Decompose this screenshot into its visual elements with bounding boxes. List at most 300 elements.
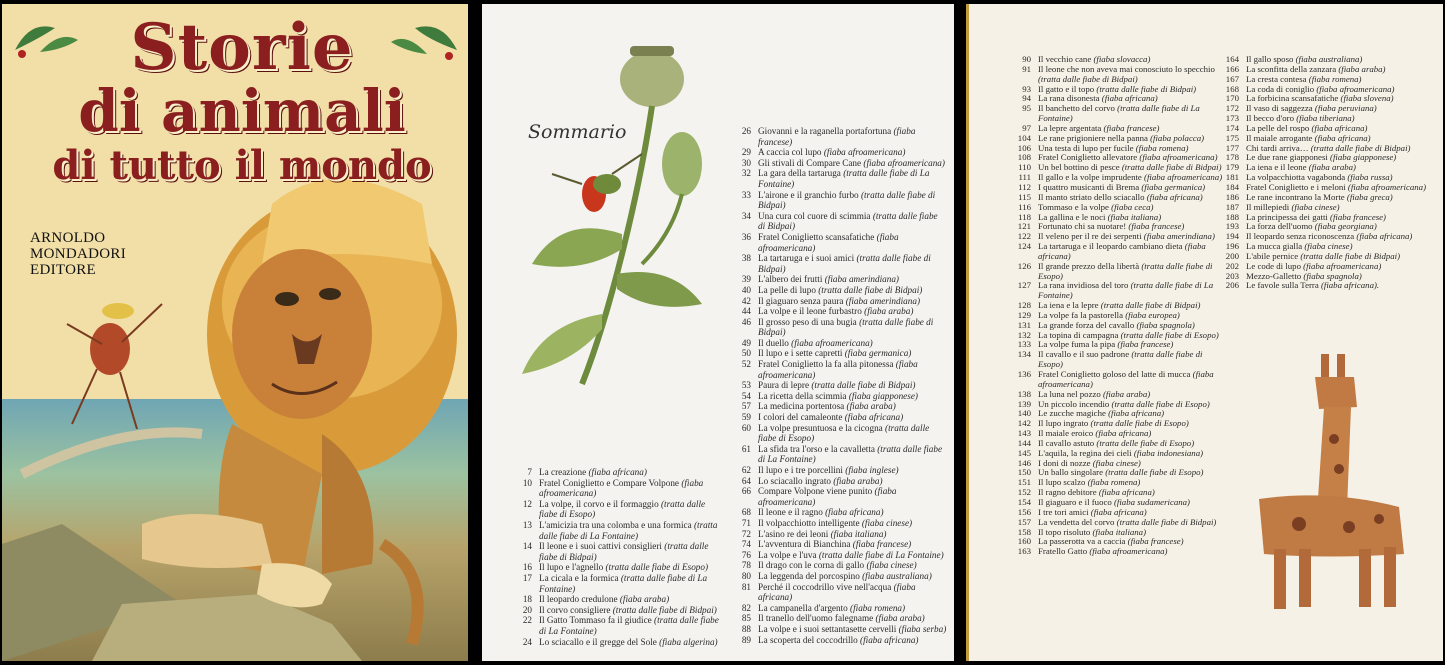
toc-page-number: 111	[1018, 172, 1031, 183]
toc-page-number: 158	[1017, 526, 1031, 537]
toc-page-number: 115	[1018, 191, 1031, 202]
toc-title: La vendetta del corvo	[1038, 516, 1115, 527]
toc-origin: (tratta dalle fiabe di La Fontaine)	[539, 572, 708, 594]
toc-origin: (fiaba algerina)	[659, 636, 718, 647]
toc-entry	[515, 520, 720, 541]
toc-title: La pelle del rospo	[1246, 122, 1310, 133]
toc-entry-text	[758, 380, 947, 391]
toc-entry	[734, 550, 947, 561]
toc-origin: (tratta dalle fiabe di Esopo)	[605, 562, 709, 573]
toc-title: Il corvo consigliere	[539, 604, 611, 615]
toc-origin: (fiaba afroamericana)	[758, 231, 899, 253]
toc-title: Il vecchio cane	[1038, 54, 1092, 64]
toc-entry-text	[1038, 350, 1226, 370]
toc-origin: (tratta dalle fiabe di Esopo)	[1105, 467, 1204, 478]
toc-entry-text	[758, 550, 947, 561]
toc-page-number: 206	[1225, 280, 1239, 291]
toc-origin: (tratta dalle fiabe di La Fontaine)	[539, 615, 719, 636]
toc-page-number: 54	[741, 390, 751, 401]
toc-page-number: 128	[1017, 300, 1031, 311]
toc-title: La luna nel pozzo	[1038, 388, 1101, 399]
toc-title: Il drago con le corna di gallo	[758, 560, 865, 571]
toc-entry	[515, 562, 720, 573]
toc-title: Il duello	[758, 337, 789, 348]
toc-origin: (tratta dalle fiabe di Esopo)	[1038, 260, 1213, 281]
toc-entry-text	[758, 507, 947, 518]
toc-entry	[734, 507, 947, 518]
toc-entry	[734, 401, 947, 412]
toc-title: Il millepiedi	[1246, 201, 1290, 212]
toc-page-number: 138	[1017, 388, 1031, 399]
toc-page-number: 81	[741, 581, 751, 592]
toc-page-number: 116	[1018, 201, 1031, 212]
toc-origin: (fiaba africana)	[758, 581, 916, 603]
toc-origin: (fiaba cinese)	[1304, 241, 1353, 252]
toc-page-number: 76	[741, 549, 751, 560]
plant-illustration	[522, 34, 722, 394]
toc-entry-text	[758, 603, 947, 614]
toc-origin: (fiaba polacca)	[1150, 132, 1205, 143]
toc-page-number: 145	[1017, 447, 1031, 458]
toc-origin: (tratta dalle fiabe di Esopo)	[539, 498, 706, 520]
toc-page-number: 172	[1225, 103, 1239, 114]
giraffe-illustration	[1239, 349, 1414, 614]
toc-entry	[734, 168, 947, 189]
toc-entry	[734, 317, 947, 338]
toc-title: Giovanni e la raganella portafortuna	[758, 126, 892, 136]
toc-origin: (fiaba afroamericana)	[1139, 152, 1218, 163]
toc-origin: (tratta dalle fiabe di Esopo)	[1111, 398, 1210, 409]
toc-title: Fratello Gatto	[1038, 546, 1088, 557]
toc-title: Il vaso di saggezza	[1246, 103, 1313, 114]
toc-origin: (fiaba greca)	[1346, 191, 1393, 202]
toc-entry	[515, 594, 720, 605]
toc-page-number: 72	[741, 528, 751, 539]
toc-origin: (fiaba romena)	[1308, 73, 1362, 84]
toc-origin: (fiaba indonesiana)	[1133, 447, 1204, 458]
toc-entry	[734, 126, 947, 147]
toc-page-number: 164	[1225, 54, 1239, 64]
toc-entry-text	[1038, 281, 1226, 301]
toc-origin: (fiaba romena)	[850, 602, 906, 613]
toc-origin: (fiaba africana)	[588, 467, 647, 477]
toc-title: Il leone e i suoi cattivi consiglieri	[539, 541, 662, 552]
toc-entry-text	[758, 158, 947, 169]
toc-entry	[734, 476, 947, 487]
toc-origin: (fiaba amerindiana)	[845, 295, 921, 306]
toc-page-number: 44	[741, 306, 751, 317]
toc-entry	[734, 444, 947, 465]
toc-origin: (fiaba inglese)	[845, 465, 899, 475]
toc-entry-text	[758, 582, 947, 603]
toc-page-number: 186	[1225, 191, 1239, 202]
toc-page-number: 88	[741, 623, 751, 634]
toc-origin: (fiaba francese)	[1117, 339, 1174, 350]
toc-page-number: 154	[1017, 496, 1031, 507]
toc-entry	[734, 412, 947, 423]
toc-title: La iena e la lepre	[1038, 300, 1099, 311]
toc-entry	[734, 571, 947, 582]
toc-entry	[734, 211, 947, 232]
toc-title: La volpacchiotta vagabonda	[1246, 172, 1346, 183]
toc-origin: (tratta dalle fiabe di Bidpai)	[1096, 83, 1197, 94]
toc-origin: (fiaba cinese)	[1092, 457, 1141, 468]
cover-title-line-2: di animali	[78, 77, 406, 145]
toc-origin: (fiaba francese)	[852, 539, 912, 550]
toc-entry-text	[539, 573, 720, 594]
toc-origin: (fiaba africana)	[1146, 191, 1203, 202]
toc-title: La creazione	[539, 467, 587, 477]
toc-page-number: 64	[741, 475, 751, 486]
toc-page-number: 91	[1022, 63, 1031, 74]
toc-title: Il leone che non aveva mai conosciuto lo specchio	[1038, 63, 1215, 74]
toc-entry	[734, 560, 947, 571]
toc-title: Il cavallo e il suo padrone	[1038, 349, 1130, 360]
toc-origin: (fiaba afroamericana)	[539, 477, 704, 499]
toc-page-number: 26	[741, 126, 751, 136]
toc-page-number: 34	[741, 210, 751, 221]
toc-origin: (fiaba europea)	[1125, 309, 1180, 320]
toc-title: Le favole sulla Terra	[1246, 280, 1319, 291]
toc-title: Paura di lepre	[758, 380, 810, 391]
toc-origin: (fiaba afroamericana)	[1089, 546, 1168, 557]
toc-title: A caccia col lupo	[758, 147, 822, 158]
toc-origin: (fiaba afroamericana)	[758, 359, 918, 380]
toc-title: La ricetta della scimmia	[758, 390, 847, 401]
toc-entry-text	[1038, 65, 1226, 85]
toc-page-number: 173	[1225, 113, 1239, 124]
toc-entry-text	[758, 306, 947, 317]
toc-page-number: 7	[527, 467, 532, 477]
toc-title: Fratel Coniglietto allevatore	[1038, 152, 1138, 163]
cover-title	[22, 10, 462, 190]
toc-title: Il gallo sposo	[1246, 54, 1294, 64]
toc-page-number: 133	[1017, 339, 1031, 350]
toc-page-number: 167	[1225, 73, 1239, 84]
toc-title: La sfida tra l'orso e la cavalletta	[758, 443, 875, 454]
toc-entry-text	[539, 499, 720, 520]
toc-origin: (fiaba germanica)	[1141, 181, 1206, 192]
toc-origin: (fiaba francese)	[1128, 221, 1185, 232]
toc-entry	[734, 348, 947, 359]
toc-page-number: 29	[741, 147, 751, 158]
toc-entry-text	[1038, 104, 1226, 124]
toc-entry-text	[758, 338, 947, 349]
toc-origin: (tratta dalle fiabe di La Fontaine)	[1038, 280, 1214, 301]
toc-page-number: 89	[741, 634, 751, 645]
toc-origin: (fiaba italiana)	[1107, 211, 1162, 222]
toc-entry-text	[539, 467, 720, 478]
toc-page-number: 93	[1022, 83, 1031, 94]
toc-entry-text	[539, 594, 720, 605]
toc-origin: (fiaba africana)	[1038, 241, 1206, 261]
toc-entry	[734, 624, 947, 635]
toc-entry-text	[758, 359, 947, 380]
toc-title: Fratel Coniglietto scansafatiche	[758, 231, 875, 242]
toc-page-number: 194	[1225, 231, 1239, 242]
toc-title: La coda di coniglio	[1246, 83, 1315, 94]
toc-origin: (fiaba sudamericana)	[1113, 496, 1190, 507]
toc-page-number: 177	[1225, 142, 1239, 153]
toc-origin: (fiaba francese)	[1103, 122, 1160, 133]
toc-entry	[734, 232, 947, 253]
toc-title: Una cura col cuore di scimmia	[758, 210, 871, 221]
toc-origin: (fiaba giapponese)	[848, 390, 918, 401]
toc-page-number: 157	[1017, 516, 1031, 527]
toc-page-number: 10	[522, 477, 532, 488]
toc-title: Fratel Coniglietto e i meloni	[1246, 181, 1346, 192]
toc-title: I tre tori amici	[1038, 506, 1089, 517]
toc-origin: (fiaba francese)	[1330, 211, 1386, 222]
toc-origin: (tratta dalle fiabe di La Fontaine)	[758, 168, 930, 189]
toc-page-number: 32	[741, 168, 751, 179]
toc-page-number: 59	[741, 412, 751, 423]
toc-title: Fratel Coniglietto e Compare Volpone	[539, 477, 680, 488]
toc-entry-text	[539, 637, 720, 648]
toc-page-number: 156	[1017, 506, 1031, 517]
toc-entry	[1016, 350, 1226, 370]
toc-title: Il lupo ingrato	[1038, 418, 1089, 429]
toc-entry	[734, 380, 947, 391]
toc-title: Il maiale arrogante	[1246, 132, 1313, 143]
toc-origin: (fiaba africana)	[1108, 408, 1165, 419]
toc-title: Il becco d'oro	[1246, 113, 1294, 124]
toc-entry-text	[758, 412, 947, 423]
toc-title: La gara della tartaruga	[758, 168, 841, 179]
toc-entry	[734, 359, 947, 380]
toc-title: La volpe e i suoi settantasette cervelli	[758, 623, 897, 634]
toc-origin: (fiaba romena)	[1087, 477, 1141, 488]
toc-title: La volpe fa la pastorella	[1038, 309, 1123, 320]
toc-page-number: 12	[522, 498, 532, 509]
toc-entry	[1224, 281, 1432, 291]
toc-origin: (fiaba cinese)	[1291, 201, 1340, 212]
toc-title: La forbicina scansafatiche	[1246, 93, 1339, 104]
toc-page-number: 110	[1018, 162, 1031, 173]
toc-title: Le zucche magiche	[1038, 408, 1106, 419]
toc-origin: (fiaba africana)	[825, 507, 884, 518]
toc-page-number: 202	[1225, 260, 1239, 271]
toc-origin: (fiaba amerindiana)	[824, 274, 899, 285]
toc-title: La campanella d'argento	[758, 602, 848, 613]
toc-entry-text	[1038, 547, 1226, 557]
toc-entry	[515, 615, 720, 636]
toc-origin: (fiaba afroamericana)	[1316, 83, 1395, 94]
toc-origin: (fiaba francese)	[758, 126, 916, 147]
toc-title: Le rane incontrano la Morte	[1246, 191, 1345, 202]
toc-title: La cresta contesa	[1246, 73, 1307, 84]
toc-page-number: 122	[1017, 231, 1031, 242]
toc-entry-text	[758, 529, 947, 540]
toc-entry-text	[758, 444, 947, 465]
toc-origin: (tratta dalle fiabe di La Fontaine)	[539, 519, 718, 541]
toc-entry	[734, 529, 947, 540]
toc-origin: (fiaba serba)	[898, 623, 947, 634]
toc-origin: (fiaba russa)	[1347, 172, 1393, 183]
toc-origin: (fiaba australiana)	[1295, 54, 1363, 64]
toc-title: Il leone e il ragno	[758, 507, 823, 518]
toc-title: L'abile pernice	[1246, 250, 1299, 261]
toc-page-number: 14	[522, 541, 532, 552]
toc-entry	[1016, 281, 1226, 301]
toc-entry	[515, 605, 720, 616]
toc-title: Mezzo-Galletto	[1246, 270, 1302, 281]
toc-title: La forza dell'uomo	[1246, 221, 1313, 232]
toc-title: La rana invidiosa del toro	[1038, 280, 1129, 291]
cover-title-line-1: Storie	[130, 10, 354, 85]
toc-page-number: 126	[1017, 260, 1031, 271]
toc-origin: (fiaba araba)	[619, 594, 670, 605]
toc-origin: (tratta dalle fiabe di Bidpai)	[1038, 73, 1138, 84]
toc-title: La volpe e il leone furbastro	[758, 306, 862, 317]
toc-origin: (fiaba slovena)	[1340, 93, 1394, 104]
toc-page-number: 151	[1017, 477, 1031, 488]
book-cover	[2, 4, 468, 661]
toc-title: L'asino re dei leoni	[758, 528, 829, 539]
toc-entry	[734, 465, 947, 476]
toc-entry	[734, 539, 947, 550]
toc-entry-text	[758, 518, 947, 529]
toc-origin: (fiaba georgiana)	[1314, 221, 1377, 232]
toc-entry	[515, 541, 720, 562]
toc-origin: (tratta dalle fiabe di Bidpai)	[1116, 516, 1217, 527]
toc-entry-text	[1038, 242, 1226, 262]
toc-entry-text	[758, 190, 947, 211]
toc-entry	[1016, 65, 1226, 85]
toc-origin: (tratta dalle fiabe di Bidpai)	[758, 316, 934, 338]
toc-entry-text	[539, 520, 720, 541]
toc-origin: (fiaba africana)	[1314, 132, 1371, 143]
toc-origin: (fiaba africana)	[1356, 231, 1413, 242]
toc-page-number: 78	[741, 560, 751, 571]
toc-title: Un ballo singolare	[1038, 467, 1103, 478]
contents-heading: Sommario	[528, 121, 627, 143]
toc-entry	[734, 147, 947, 158]
toc-origin: (tratta dalle fiabe di Esopo)	[1090, 418, 1189, 429]
toc-page-number: 90	[1022, 54, 1031, 64]
toc-entry-text	[758, 348, 947, 359]
toc-column-1	[515, 467, 720, 647]
toc-column-2	[734, 126, 947, 645]
toc-page-number: 57	[741, 401, 751, 412]
toc-origin: (fiaba peruviana)	[1314, 103, 1377, 114]
toc-page-number: 203	[1225, 270, 1239, 281]
toc-title: Un bel bottino di pesce	[1038, 162, 1120, 173]
toc-title: Il maiale eroico	[1038, 428, 1094, 439]
toc-page-number: 200	[1225, 250, 1239, 261]
toc-page-number: 184	[1225, 181, 1239, 192]
toc-entry-text	[758, 285, 947, 296]
toc-title: La cicala e la formica	[539, 572, 619, 583]
toc-page-number: 106	[1017, 142, 1031, 153]
toc-origin: (tratta delle fiabe di Esopo)	[1096, 437, 1195, 448]
toc-title: Compare Volpone viene punito	[758, 486, 873, 497]
toc-title: Il banchetto del corvo	[1038, 103, 1115, 114]
toc-page-number: 108	[1017, 152, 1031, 163]
toc-entry-text	[758, 486, 947, 507]
toc-page-number: 18	[522, 594, 532, 605]
toc-page-number: 40	[741, 284, 751, 295]
toc-title: Il ragno debitore	[1038, 487, 1097, 498]
toc-origin: (tratta dalle fiabe di Esopo)	[1038, 349, 1203, 370]
toc-origin: (tratta dalle fiabe di Esopo)	[758, 422, 930, 444]
toc-origin: (tratta dalle fiabe di Bidpai)	[1310, 142, 1411, 153]
toc-title: Fratel Coniglietto goloso del latte di mucca	[1038, 369, 1191, 379]
toc-title: La grande forza del cavallo	[1038, 319, 1135, 330]
toc-page-number: 163	[1017, 546, 1031, 557]
toc-title: Il leopardo senza riconoscenza	[1246, 231, 1355, 242]
toc-origin: (fiaba africana)	[1098, 487, 1155, 498]
toc-title: L'avventura di Bianchina	[758, 539, 851, 550]
toc-entry-text	[758, 635, 947, 646]
toc-entry	[734, 613, 947, 624]
toc-column-3	[1016, 55, 1226, 557]
toc-page-number: 82	[741, 602, 751, 613]
toc-entry	[1016, 104, 1226, 124]
publisher-line-2: MONDADORI	[30, 246, 127, 262]
toc-origin: (tratta dalle fiabe di Esopo)	[1120, 329, 1219, 340]
toc-page-number: 132	[1017, 329, 1031, 340]
toc-title: La mucca gialla	[1246, 241, 1303, 252]
toc-origin: (tratta dalle fiabe di Bidpai)	[818, 284, 923, 295]
toc-page-number: 68	[741, 507, 751, 518]
toc-page-number: 188	[1225, 211, 1239, 222]
toc-page-number: 187	[1225, 201, 1239, 212]
toc-title: Il leopardo credulone	[539, 594, 618, 605]
toc-page-number: 143	[1017, 428, 1031, 439]
toc-entry-text	[1246, 281, 1432, 291]
toc-entry-text	[758, 232, 947, 253]
toc-title: Il veleno per il re dei serpenti	[1038, 231, 1142, 242]
toc-origin: (tratta dalle fiabe di Bidpai)	[758, 253, 931, 274]
toc-origin: (fiaba africana).	[1320, 280, 1380, 291]
toc-page-number: 160	[1017, 536, 1031, 547]
toc-page-number: 49	[741, 337, 751, 348]
toc-title: La volpe presuntuosa e la cicogna	[758, 422, 883, 433]
toc-origin: (fiaba italiana)	[830, 528, 887, 539]
toc-entry	[515, 478, 720, 499]
toc-entry-text	[539, 615, 720, 636]
toc-origin: (tratta dalle fiabe di Bidpai)	[1300, 250, 1401, 261]
toc-page-number: 112	[1018, 181, 1031, 192]
toc-page-number: 121	[1017, 221, 1031, 232]
toc-title: Il lupo e i sette capretti	[758, 348, 843, 359]
toc-page-number: 134	[1017, 349, 1031, 360]
toc-entry-text	[758, 126, 947, 147]
toc-title: L'amicizia tra una colomba e una formica	[539, 519, 692, 530]
toc-page-number: 22	[522, 615, 532, 626]
toc-origin: (fiaba australiana)	[862, 570, 932, 581]
toc-origin: (fiaba cinese)	[861, 517, 913, 528]
toc-title: La tartaruga e il leopardo cambiano dieta	[1038, 241, 1183, 252]
toc-title: Il tranello dell'uomo falegname	[758, 613, 874, 624]
toc-entry-text	[758, 476, 947, 487]
toc-origin: (fiaba cinese)	[866, 560, 917, 571]
toc-page-number: 46	[741, 316, 751, 327]
toc-title: Il Gatto Tommaso fa il giudice	[539, 615, 652, 626]
toc-entry	[734, 635, 947, 646]
toc-page-number: 118	[1018, 211, 1031, 222]
toc-page-number: 17	[522, 572, 532, 583]
toc-entry	[734, 296, 947, 307]
toc-page-number: 61	[741, 443, 751, 454]
toc-origin: (fiaba afroamericana)	[791, 337, 873, 348]
toc-title: Una testa di lupo per fucile	[1038, 142, 1134, 153]
toc-origin: (fiaba italiana)	[1092, 526, 1147, 537]
toc-page-number: 136	[1017, 369, 1031, 379]
toc-entry-text	[758, 401, 947, 412]
toc-entry	[734, 582, 947, 603]
